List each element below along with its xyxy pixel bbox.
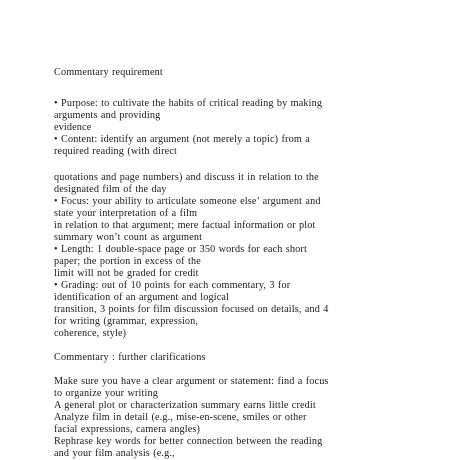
text-line: and your film analysis (e.g.,: [54, 448, 175, 459]
text-line: Analyze film in detail (e.g., mise-en-scene, smiles or other: [54, 412, 307, 423]
text-line: A general plot or characterization summary earns little credit: [54, 400, 316, 411]
text-line: coherence, style): [54, 328, 127, 339]
text-line: • Length: 1 double-space page or 350 words for each short: [54, 244, 307, 255]
text-line: to organize your writing: [54, 388, 158, 399]
text-line: summary won’t count as argument: [54, 232, 203, 243]
text-line: • Content: identify an argument (not merely a topic) from a: [54, 134, 310, 145]
text-line: • Grading: out of 10 points for each commentary, 3 for: [54, 280, 291, 291]
heading-further-clarifications: Commentary : further clarifications: [54, 352, 206, 363]
text-line: arguments and providing: [54, 110, 161, 121]
text-line: quotations and page numbers) and discuss it in relation to the: [54, 172, 319, 183]
text-line: transition, 3 points for film discussion focused on details, and 4: [54, 304, 329, 315]
text-line: • Purpose: to cultivate the habits of critical reading by making: [54, 98, 323, 109]
text-line: • Focus: your ability to articulate someone else’ argument and: [54, 196, 321, 207]
text-line: state your interpretation of a film: [54, 208, 198, 219]
text-line: Make sure you have a clear argument or statement: find a focus: [54, 376, 329, 387]
text-line: limit will not be graded for credit: [54, 268, 199, 279]
text-line: designated film of the day: [54, 184, 167, 195]
text-line: identification of an argument and logical: [54, 292, 230, 303]
text-line: in relation to that argument; mere factual information or plot: [54, 220, 316, 231]
text-line: for writing (grammar, expression,: [54, 316, 199, 327]
text-line: paper; the portion in excess of the: [54, 256, 201, 267]
heading-commentary-requirement: Commentary requirement: [54, 67, 163, 78]
text-line: facial expressions, camera angles): [54, 424, 201, 435]
text-line: required reading (with direct: [54, 146, 177, 157]
text-line: Rephrase key words for better connection between the reading: [54, 436, 323, 447]
text-line: evidence: [54, 122, 92, 133]
